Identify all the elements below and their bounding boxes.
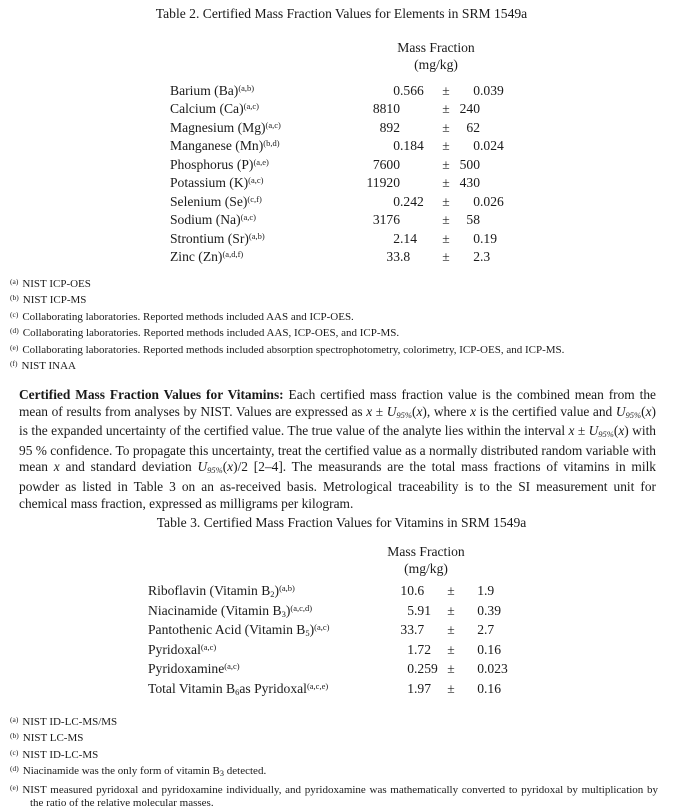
analyte-name-cont: as Pyridoxal (239, 680, 307, 696)
value-integer-part: 33 (400, 622, 414, 638)
footnote-text: Collaborating laboratories. Reported methods included AAS and ICP-OES. (22, 310, 354, 323)
table2-footnotes (10, 275, 658, 374)
footnote-marker: (a,b) (248, 230, 265, 241)
analyte-name: Pyridoxal (148, 641, 201, 657)
paragraph-segment: x (53, 459, 60, 475)
footnote (10, 729, 658, 745)
footnote-marker: (d) (10, 764, 19, 774)
table2-rows (170, 83, 516, 267)
footnote-text: Niacinamide was the only form of vitamin B (22, 765, 220, 778)
plus-minus-sign: ± (442, 193, 450, 209)
uncertainty-integer-part: 0 (477, 641, 484, 657)
uncertainty-fraction-part: .16 (484, 680, 501, 696)
plus-minus-sign: ± (442, 212, 450, 228)
paragraph-segment: and standard deviation (59, 459, 198, 475)
footnote-marker: (a,c) (224, 661, 240, 672)
paragraph-segment: x (366, 403, 373, 419)
value-integer-part: 33 (386, 248, 400, 264)
footnote-marker: (d) (10, 326, 19, 336)
table3-rows (148, 583, 512, 701)
table3-column-header (366, 543, 486, 577)
paragraph-segment: 95% (207, 465, 223, 476)
paragraph-segment: ) with 95 % confidence. To propagate this uncertainty, treat the certified value as a normally distributed random variable with mean (19, 423, 656, 475)
analyte-name: Selenium (Se) (170, 193, 248, 209)
uncertainty-integer-part: 2 (473, 248, 480, 264)
analyte-label (170, 138, 340, 154)
footnote (10, 275, 658, 291)
footnote-marker: (c,f) (247, 193, 262, 204)
footnote-marker: (a,c) (314, 622, 330, 633)
paragraph-segment: ) is the expanded uncertainty of the certified value. The true value of the analyte lies within the interval (19, 403, 656, 439)
table-row (170, 212, 516, 230)
uncertainty-integer-part: 58 (466, 212, 480, 228)
uncertainty-fraction-part: .3 (480, 248, 491, 264)
analyte-name: Pyridoxamine (148, 661, 225, 677)
paragraph-segment: x (227, 459, 234, 475)
analyte-name: Manganese (Mn) (170, 138, 264, 154)
table-row (170, 157, 516, 175)
footnote-text: Collaborating laboratories. Reported methods included absorption spectrophotometry, colorimetry, ICP-OES, and ICP-MS. (22, 343, 565, 356)
paragraph-segment: ± (574, 423, 589, 439)
analyte-name: Barium (Ba) (170, 83, 239, 98)
value-integer-part: 7600 (372, 156, 400, 172)
table-row (148, 583, 512, 603)
footnote-marker: (a,b) (279, 583, 295, 593)
footnote-marker: (a,b) (238, 83, 255, 93)
footnote (10, 781, 658, 811)
analyte-name: Total Vitamin B (148, 680, 236, 696)
table3-footnotes (10, 713, 658, 811)
paragraph-segment: ), where (422, 403, 471, 419)
value-fraction-part: .8 (400, 248, 411, 264)
analyte-label (148, 622, 390, 638)
footnote-marker: (a,c,d) (290, 602, 313, 613)
uncertainty-integer-part: 0 (473, 138, 480, 154)
uncertainty-integer-part: 0 (477, 661, 484, 677)
analyte-label (170, 120, 340, 136)
value-fraction-part: .566 (400, 83, 424, 98)
footnote-subscript: 3 (219, 768, 225, 779)
analyte-name: Strontium (Sr) (170, 230, 249, 246)
value-fraction-part: .184 (400, 138, 424, 154)
footnote-marker: (a,c,e) (306, 680, 329, 691)
value-integer-part: 5 (407, 602, 414, 618)
footnote-marker: (c) (10, 747, 19, 757)
footnote (10, 291, 658, 307)
plus-minus-sign: ± (442, 156, 450, 172)
plus-minus-sign: ± (447, 602, 455, 618)
table2-header-mass-fraction: Mass Fraction (397, 40, 475, 55)
value-fraction-part: .242 (400, 193, 424, 209)
value-integer-part: 0 (407, 661, 414, 677)
uncertainty-fraction-part: .039 (480, 83, 504, 98)
table-row (148, 681, 512, 701)
analyte-name-cont: ) (274, 583, 280, 598)
value-fraction-part: .6 (414, 583, 425, 598)
analyte-subscript: 2 (270, 589, 275, 599)
paragraph-segment: is the certified value and (476, 403, 616, 419)
paragraph-segment: U (615, 403, 626, 419)
analyte-name: Magnesium (Mg) (170, 119, 266, 135)
table3-header-mass-fraction: Mass Fraction (387, 544, 465, 559)
analyte-name: Niacinamide (Vitamin B (148, 602, 282, 618)
footnote-marker: (a,c) (265, 119, 281, 130)
footnote (10, 324, 658, 340)
analyte-name: Pantothenic Acid (Vitamin B (148, 622, 306, 638)
footnote-text-cont: detected. (224, 765, 267, 778)
analyte-subscript: 5 (305, 628, 310, 639)
paragraph-segment: U (386, 403, 397, 419)
value-integer-part: 1 (407, 680, 414, 696)
table-row (148, 661, 512, 681)
footnote-text: NIST ID-LC-MS/MS (22, 716, 118, 728)
analyte-label (170, 231, 340, 247)
value-fraction-part: .91 (414, 602, 431, 618)
paragraph-segment: x (470, 403, 477, 419)
footnote (10, 746, 658, 762)
analyte-label (148, 642, 390, 658)
paragraph-segment: ( (613, 423, 619, 439)
value-integer-part: 1 (407, 641, 414, 657)
uncertainty-fraction-part: .39 (484, 602, 501, 618)
footnote-marker: (a,c) (243, 101, 259, 112)
footnote-text: NIST ICP-MS (22, 294, 87, 307)
value-fraction-part: .14 (400, 230, 417, 246)
analyte-label (170, 101, 340, 117)
plus-minus-sign: ± (447, 641, 455, 657)
footnote-marker: (e) (10, 342, 19, 352)
paragraph-segment: U (588, 423, 599, 439)
analyte-name: Riboflavin (Vitamin B (148, 583, 271, 598)
paragraph-segment: 95% (598, 429, 614, 440)
uncertainty-fraction-part: .19 (480, 230, 497, 246)
footnote-text: NIST INAA (21, 360, 76, 373)
footnote-marker: (b,d) (263, 138, 280, 149)
analyte-label (148, 661, 390, 677)
uncertainty-integer-part: 0 (477, 680, 484, 696)
table-row (148, 642, 512, 662)
analyte-label (148, 583, 390, 599)
uncertainty-fraction-part: .026 (480, 193, 504, 209)
footnote-marker: (b) (10, 731, 19, 741)
plus-minus-sign: ± (442, 101, 450, 117)
analyte-subscript: 3 (281, 608, 286, 619)
uncertainty-integer-part: 0 (473, 193, 480, 209)
value-fraction-part: .7 (414, 622, 425, 638)
value-integer-part: 8810 (372, 101, 400, 117)
uncertainty-integer-part: 430 (459, 175, 480, 191)
footnote (10, 341, 658, 357)
uncertainty-fraction-part: .7 (484, 622, 495, 638)
analyte-label (170, 212, 340, 228)
uncertainty-integer-part: 0 (477, 602, 484, 618)
uncertainty-fraction-part: .16 (484, 641, 501, 657)
footnote-marker: (a,c) (240, 212, 256, 223)
analyte-name-cont: ) (285, 602, 291, 618)
paragraph-segment: ( (641, 403, 646, 419)
paragraph-segment: 95% (396, 409, 412, 420)
paragraph-segment: ± (372, 403, 387, 419)
table2-column-header (376, 39, 496, 73)
uncertainty-fraction-part: .9 (484, 583, 495, 598)
footnote-marker: (a,d,f) (222, 248, 244, 259)
table2-header-units: (mg/kg) (414, 57, 458, 72)
uncertainty-fraction-part: .023 (484, 661, 508, 677)
analyte-name: Potassium (K) (170, 175, 249, 191)
value-integer-part: 3176 (372, 212, 400, 228)
value-fraction-part: .97 (414, 680, 431, 696)
table-row (170, 231, 516, 249)
table-row (170, 138, 516, 156)
footnote-marker: (a,c) (200, 641, 217, 652)
plus-minus-sign: ± (442, 83, 450, 98)
value-integer-part: 10 (400, 583, 414, 598)
paragraph-segment: )/2 [2–4]. The measurands are the total mass fractions of vitamins in milk powder as listed in Table 3 on an as-received basis. Metrological traceability is to the SI measurement unit for chemical mass fraction, expressed as milligrams per kilogram. (19, 459, 656, 511)
value-fraction-part: .72 (414, 641, 431, 657)
footnote-text: NIST measured pyridoxal and pyridoxamine individually, and pyridoxamine was mathematically converted to pyridoxal by multiplication by the ratio of the relative molecular masses. (22, 783, 658, 810)
plus-minus-sign: ± (442, 138, 450, 154)
paragraph-segment: U (197, 459, 208, 475)
paragraph-segment: x (618, 423, 625, 439)
table3-header-units: (mg/kg) (404, 561, 448, 576)
table-row (170, 83, 516, 101)
table-row (148, 603, 512, 623)
uncertainty-integer-part: 0 (473, 83, 480, 98)
value-integer-part: 0 (393, 83, 400, 98)
plus-minus-sign: ± (447, 661, 455, 677)
paragraph-segment: 95% (625, 409, 642, 420)
uncertainty-fraction-part: .024 (480, 138, 504, 154)
footnote-text: NIST ID-LC-MS (22, 748, 99, 761)
table-row (148, 622, 512, 642)
analyte-name: Calcium (Ca) (170, 101, 244, 117)
plus-minus-sign: ± (442, 119, 450, 135)
paragraph-segment: ( (412, 403, 417, 419)
analyte-name: Phosphorus (P) (170, 156, 254, 172)
vitamins-paragraph (19, 387, 656, 512)
plus-minus-sign: ± (442, 175, 450, 191)
plus-minus-sign: ± (447, 680, 455, 696)
analyte-label (170, 249, 340, 265)
footnote-text: NIST LC-MS (22, 732, 84, 745)
paragraph-segment: Certified Mass Fraction Values for Vitamins: (19, 387, 284, 402)
analyte-name: Sodium (Na) (170, 212, 241, 228)
paragraph-segment: x (416, 403, 423, 419)
analyte-label (148, 681, 390, 697)
value-integer-part: 2 (393, 230, 400, 246)
analyte-label (170, 83, 340, 99)
analyte-label (148, 603, 390, 619)
table2-title: Table 2. Certified Mass Fraction Values for Elements in SRM 1549a (155, 6, 528, 21)
value-integer-part: 0 (393, 138, 400, 154)
footnote (10, 308, 658, 324)
uncertainty-integer-part: 62 (466, 119, 480, 135)
uncertainty-integer-part: 0 (473, 230, 480, 246)
footnote-marker: (f) (10, 359, 18, 369)
paragraph-segment: x (645, 403, 652, 419)
uncertainty-integer-part: 2 (477, 622, 484, 638)
analyte-subscript: 6 (235, 686, 240, 697)
plus-minus-sign: ± (442, 248, 450, 264)
paragraph-segment: x (568, 423, 575, 439)
analyte-label (170, 157, 340, 173)
table3-title: Table 3. Certified Mass Fraction Values for Vitamins in SRM 1549a (156, 515, 527, 530)
footnote-text: NIST ICP-OES (22, 278, 91, 290)
paragraph-segment: Each certified mass fraction value is the combined mean from the mean of results from analyses by NIST. Values are expressed as (19, 387, 656, 419)
footnote (10, 713, 658, 729)
table-row (170, 120, 516, 138)
footnote-marker: (a) (10, 715, 19, 724)
uncertainty-integer-part: 500 (459, 156, 480, 172)
analyte-name-cont: ) (309, 622, 315, 638)
table-row (170, 249, 516, 267)
footnote-text: Collaborating laboratories. Reported methods included AAS, ICP-OES, and ICP-MS. (22, 327, 400, 340)
footnote-marker: (e) (10, 782, 19, 792)
analyte-label (170, 175, 340, 191)
table-row (170, 194, 516, 212)
table-row (170, 175, 516, 193)
paragraph-segment: ( (222, 459, 228, 475)
uncertainty-integer-part: 1 (477, 583, 484, 598)
plus-minus-sign: ± (447, 583, 455, 598)
analyte-label (170, 194, 340, 210)
value-integer-part: 11920 (366, 175, 400, 191)
plus-minus-sign: ± (447, 622, 455, 638)
analyte-name: Zinc (Zn) (170, 248, 223, 264)
footnote-marker: (a,c) (248, 175, 264, 186)
footnote-marker: (c) (10, 309, 19, 319)
value-integer-part: 0 (393, 193, 400, 209)
value-fraction-part: .259 (414, 661, 438, 677)
footnote-marker: (a) (10, 277, 19, 286)
footnote-marker: (a,e) (253, 156, 269, 167)
footnote (10, 357, 658, 373)
plus-minus-sign: ± (442, 230, 450, 246)
footnote (10, 762, 658, 780)
value-integer-part: 892 (379, 119, 400, 135)
uncertainty-integer-part: 240 (459, 101, 480, 117)
table-row (170, 101, 516, 119)
footnote-marker: (b) (10, 293, 19, 303)
